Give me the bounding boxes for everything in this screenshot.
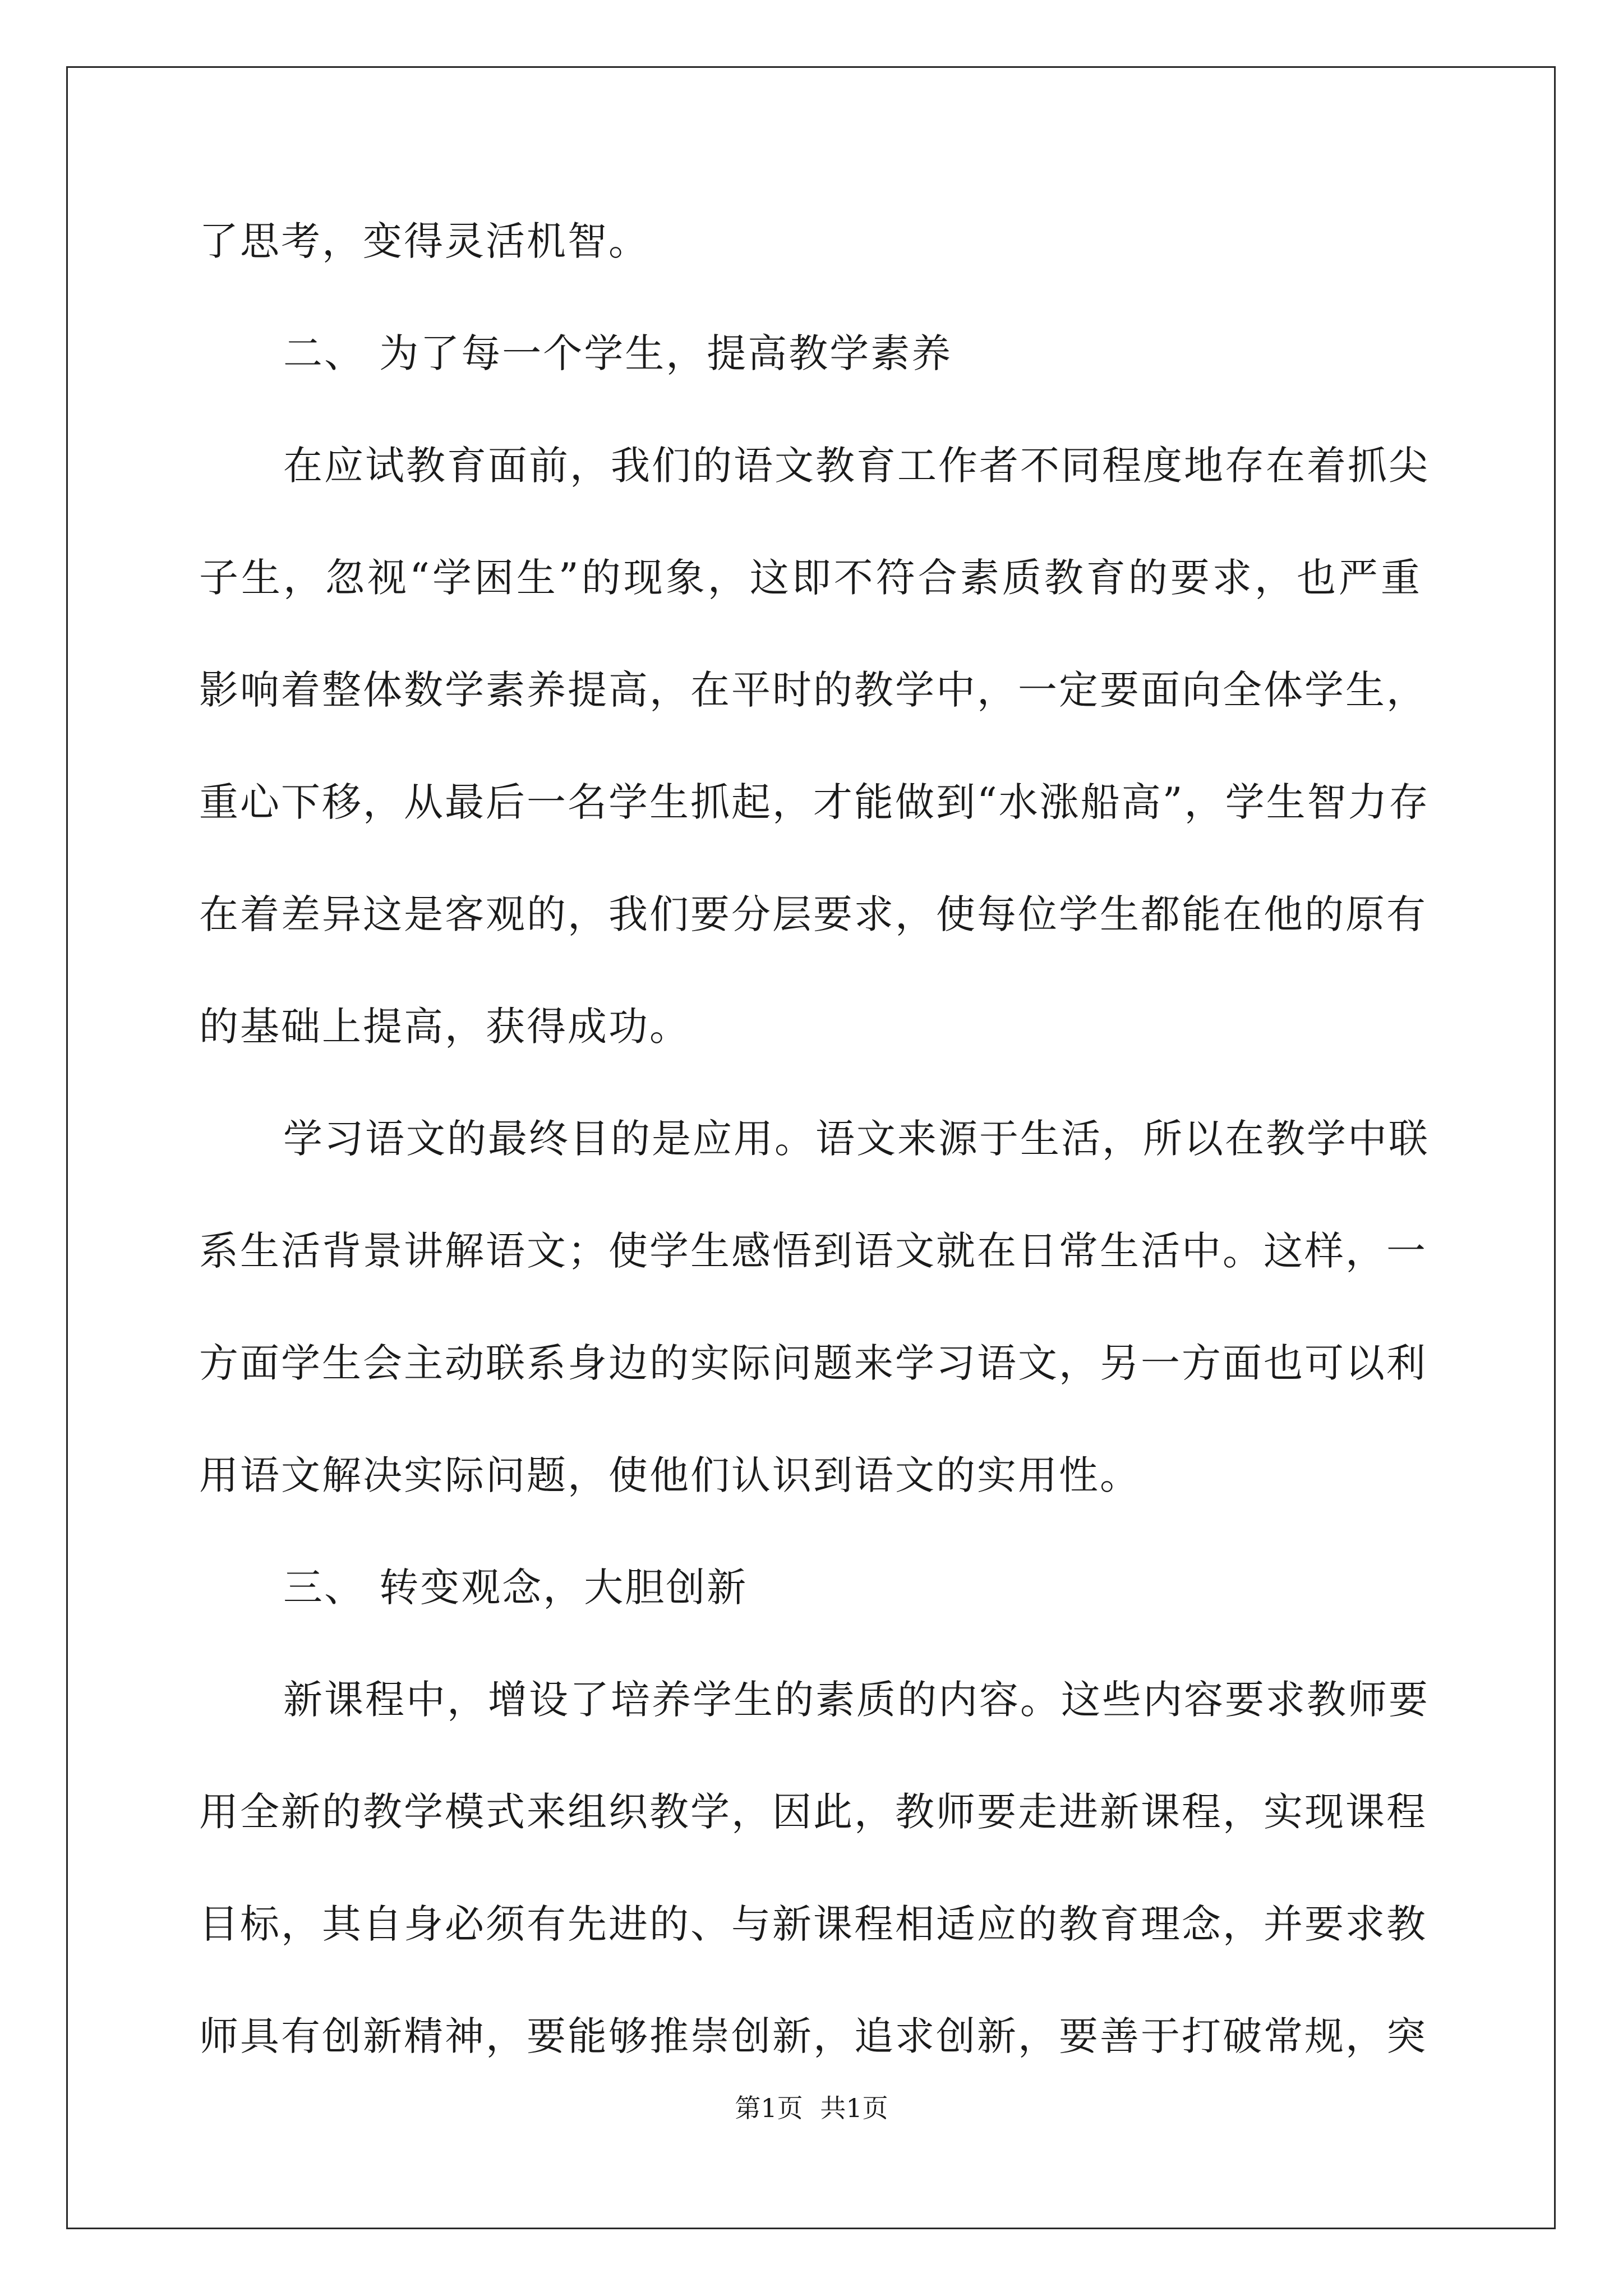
section-heading: 二、 为了每一个学生，提高教学素养 — [283, 330, 953, 376]
text-line: 在应试教育面前，我们的语文教育工作者不同程度地存在着抓尖 — [283, 443, 1430, 489]
text-line: 师具有创新精神，要能够推崇创新，追求创新，要善于打破常规，突 — [199, 2013, 1427, 2059]
section-heading: 三、 转变观念，大胆创新 — [283, 1565, 748, 1611]
text-line: 重心下移，从最后一名学生抓起，才能做到“水涨船高”，学生智力存 — [199, 779, 1430, 825]
text-line: 学习语文的最终目的是应用。语文来源于生活，所以在教学中联 — [283, 1116, 1430, 1162]
text-line: 在着差异这是客观的，我们要分层要求，使每位学生都能在他的原有 — [199, 891, 1427, 937]
page-total: 共1页 — [820, 2093, 888, 2123]
page-footer — [0, 2091, 1623, 2125]
text-line: 新课程中，增设了培养学生的素质的内容。这些内容要求教师要 — [283, 1677, 1430, 1723]
text-line: 子生，忽视“学困生”的现象，这即不符合素质教育的要求，也严重 — [199, 555, 1422, 601]
page-number: 第1页 — [735, 2093, 803, 2123]
text-line: 的基础上提高，获得成功。 — [199, 1004, 690, 1050]
text-line: 用语文解决实际问题，使他们认识到语文的实用性。 — [199, 1452, 1141, 1498]
text-line: 了思考，变得灵活机智。 — [199, 218, 649, 264]
text-line: 系生活背景讲解语文；使学生感悟到语文就在日常生活中。这样，一 — [199, 1228, 1427, 1274]
text-line: 目标，其自身必须有先进的、与新课程相适应的教育理念，并要求教 — [199, 1901, 1427, 1947]
text-line: 影响着整体数学素养提高，在平时的教学中，一定要面向全体学生， — [199, 667, 1427, 713]
text-line: 用全新的教学模式来组织教学，因此，教师要走进新课程，实现课程 — [199, 1789, 1427, 1835]
text-line: 方面学生会主动联系身边的实际问题来学习语文，另一方面也可以利 — [199, 1340, 1427, 1386]
